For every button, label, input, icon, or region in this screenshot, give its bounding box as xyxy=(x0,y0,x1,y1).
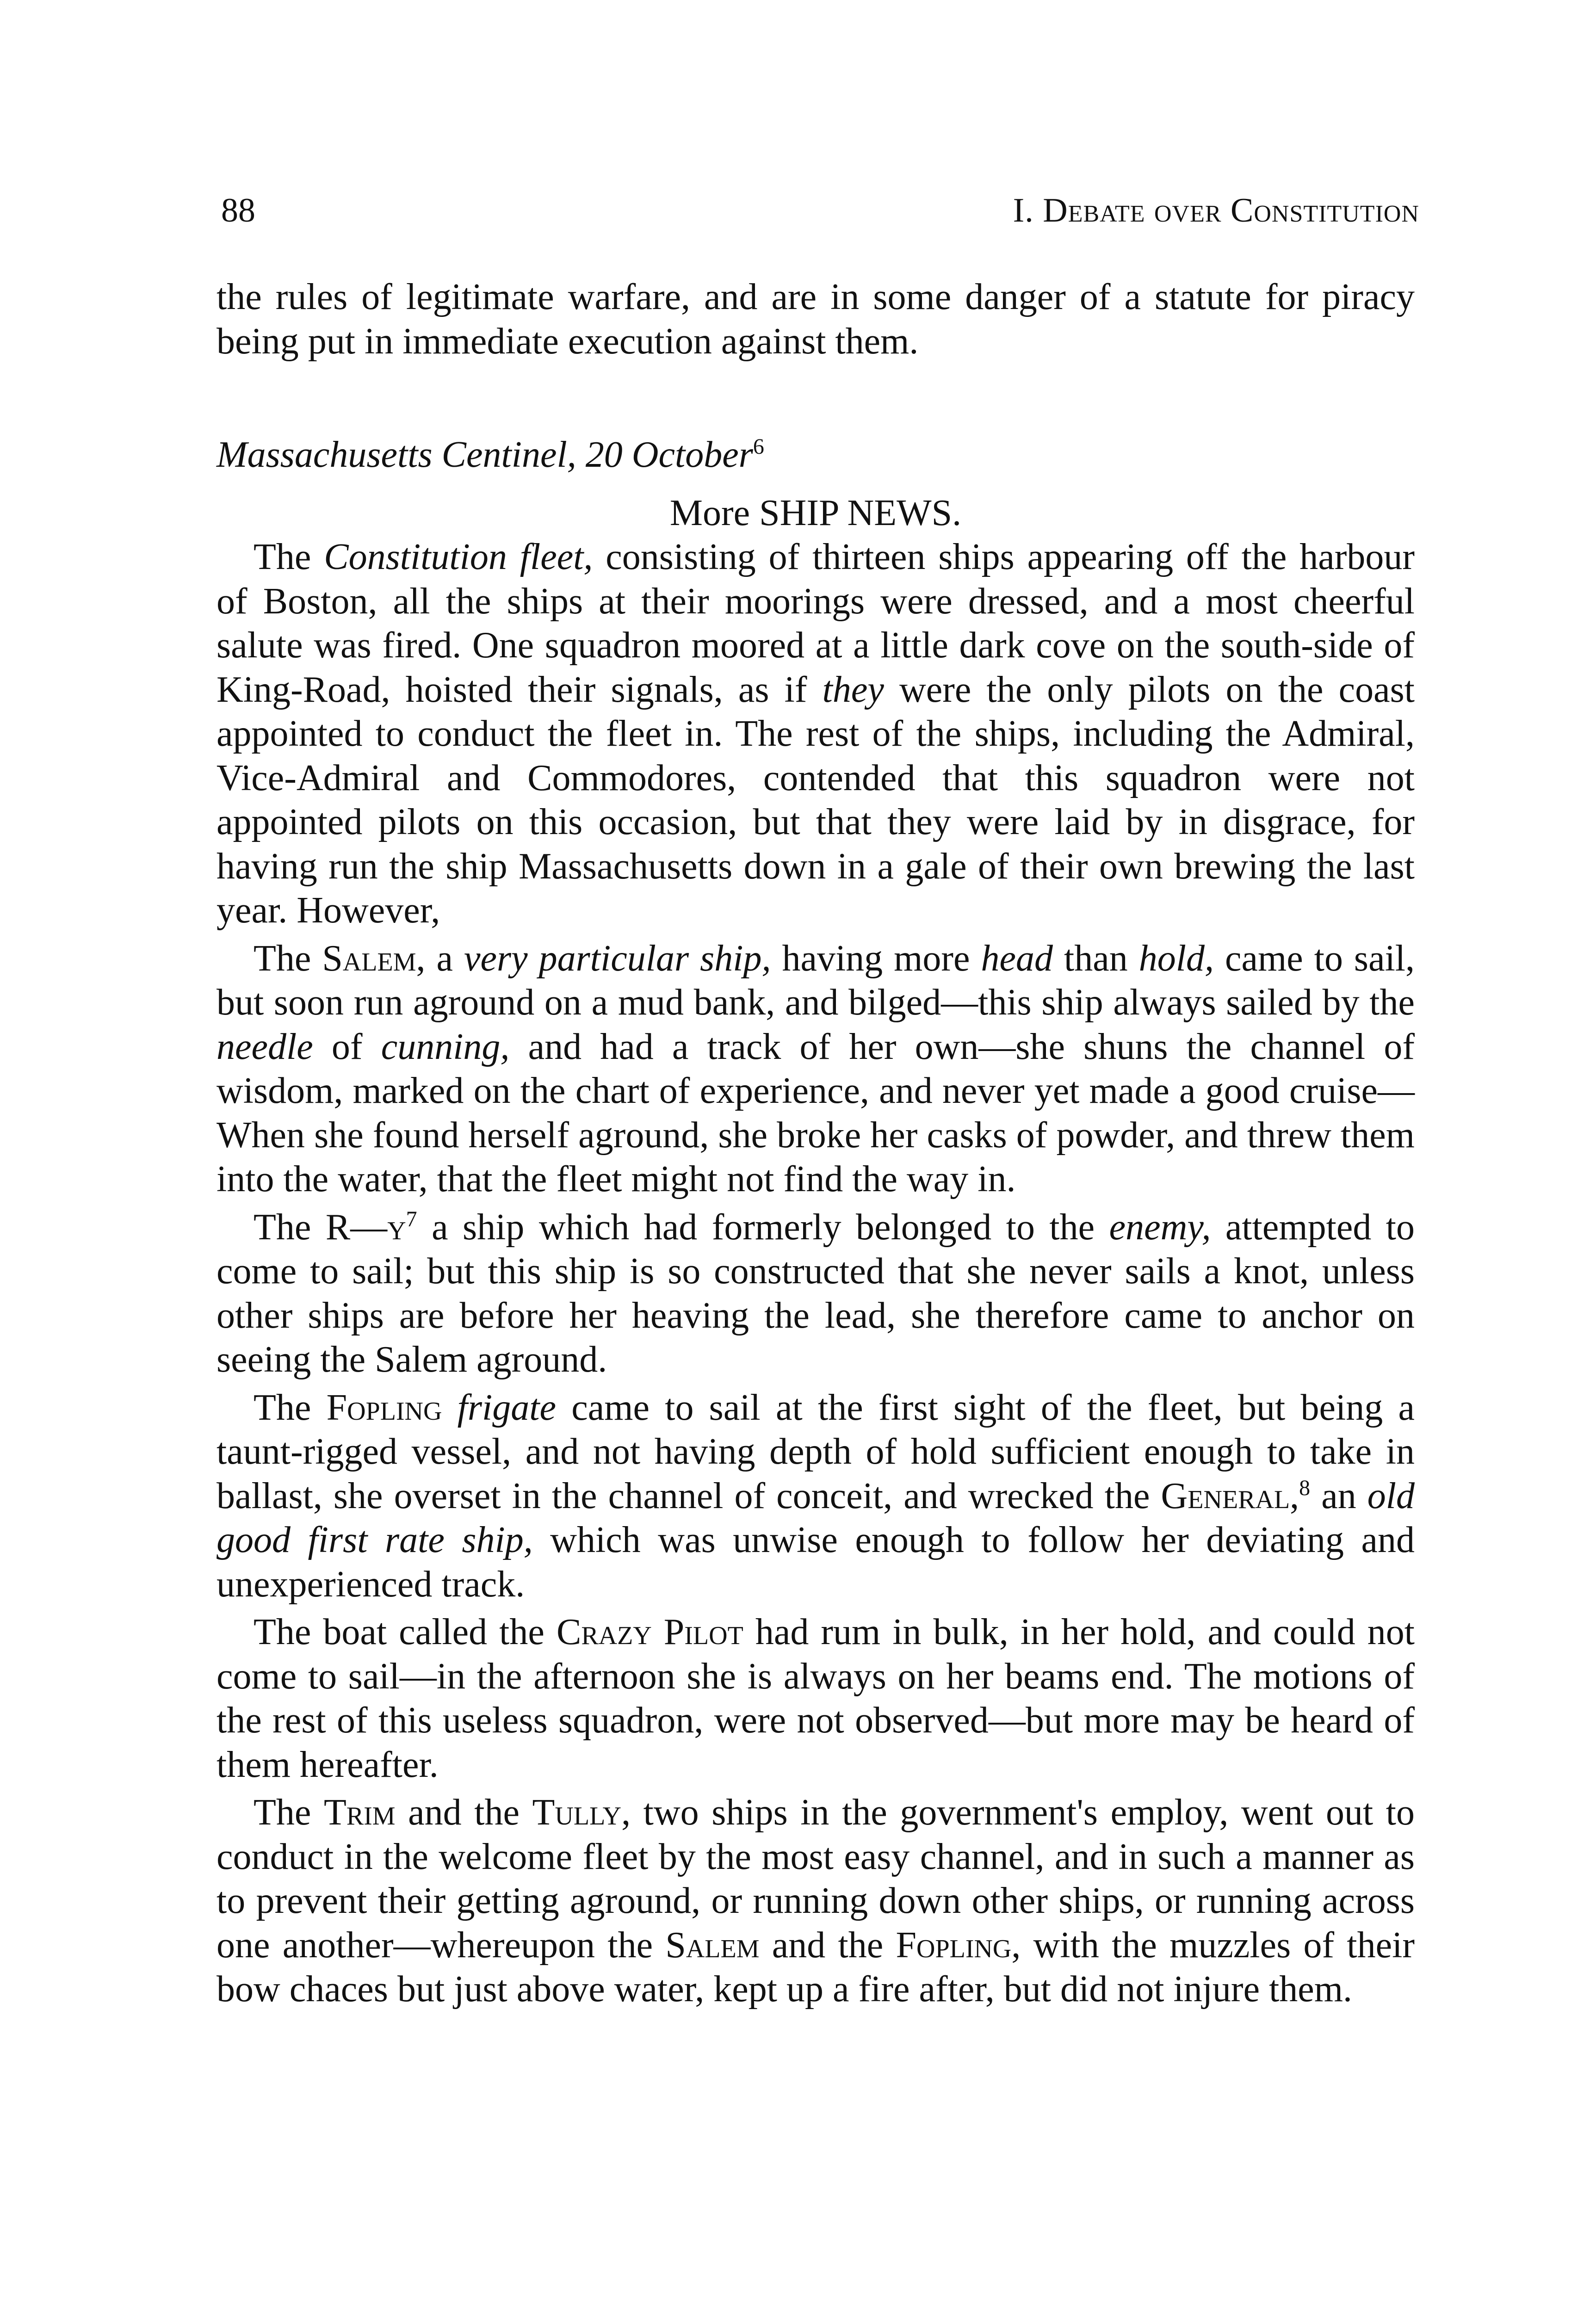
text-run: a ship which had formerly belonged to the xyxy=(417,1206,1109,1248)
page-number: 88 xyxy=(221,192,255,229)
ship-name: Salem xyxy=(665,1924,760,1966)
ship-name: Tully xyxy=(532,1792,622,1833)
italic-run: hold, xyxy=(1138,938,1214,979)
text-run xyxy=(442,1387,457,1428)
text-run: had rum in bulk, in her hold, and could not come to sail—in the afternoon she is always on her beams end. The motions of the rest of this useless squadron, were not observed—but more may be heard of them hereafter. xyxy=(217,1612,1415,1785)
text-run: The xyxy=(254,938,322,979)
paragraph-constitution-fleet xyxy=(217,535,1415,933)
body-text xyxy=(217,275,1415,2012)
source-line xyxy=(217,433,1415,477)
italic-run: cunning, xyxy=(381,1026,510,1067)
ship-name: Fopling xyxy=(326,1387,442,1428)
text-run: came to sail at the first sight of the fleet, but being a taunt-rigged vessel, and not having depth of hold sufficient enough to take in ballast, she overset in the channel of conceit, and wrecked the xyxy=(217,1387,1415,1516)
italic-run: frigate xyxy=(457,1387,556,1428)
continuation-paragraph: the rules of legitimate warfare, and are in some danger of a statute for piracy being put in immediate execution against them. xyxy=(217,277,1415,362)
paragraph-trim-tully xyxy=(217,1791,1415,2012)
italic-run: old good first rate ship, xyxy=(217,1475,1415,1560)
text-run: The xyxy=(254,1387,327,1428)
italic-run: needle xyxy=(217,1026,313,1067)
italic-run: Constitution fleet, xyxy=(324,537,593,577)
text-run: were the only pilots on the coast appointed to conduct the fleet in. The rest of the ships, including the Admiral, Vice-Admiral and Commodores, contended that this squadron were not appointed pilots on this occasion, but that they were laid by in disgrace, for having run the ship Massachusetts down in a gale of their own brewing the last year. However, xyxy=(217,669,1415,931)
section-title: I. Debate over Constitution xyxy=(1013,192,1419,229)
text-run: having more xyxy=(771,938,981,979)
ship-name: Salem xyxy=(322,938,416,979)
text-run: The R— xyxy=(254,1206,388,1248)
text-run: and the xyxy=(395,1792,532,1833)
italic-run: head xyxy=(981,938,1053,979)
italic-run: they xyxy=(822,669,884,710)
footnote-ref: 8 xyxy=(1299,1475,1311,1500)
footnote-ref: 6 xyxy=(753,434,764,459)
ship-name: Fopling xyxy=(896,1924,1012,1966)
ship-name: y xyxy=(387,1206,406,1248)
text-run: attempted to come to sail; but this ship is so constructed that she never sails a knot, unless other ships are before her heaving the lead, she therefore came to anchor on seeing the Salem aground. xyxy=(217,1206,1415,1380)
paragraph-salem xyxy=(217,937,1415,1202)
text-run: , with the muzzles of their bow chaces but just above water, kept up a fire after, but did not injure them. xyxy=(217,1924,1415,2010)
text-run: consisting of thirteen ships appearing off the harbour of Boston, all the ships at their moorings were dressed, and a most cheerful salute was fired. One squadron moored at a little dark cove on the south-side of King-Road, hoisted their signals, as if xyxy=(217,537,1415,710)
italic-run: enemy, xyxy=(1109,1206,1211,1248)
text-run: The xyxy=(254,537,324,577)
running-head xyxy=(221,185,1419,236)
paragraph-r-y xyxy=(217,1206,1415,1382)
text-run: The boat called the xyxy=(254,1612,557,1652)
text-run: and the xyxy=(759,1924,896,1966)
text-run: which was unwise enough to follow her deviating and unexperienced track. xyxy=(217,1520,1415,1605)
text-run: , a xyxy=(416,938,464,979)
ship-name: Trim xyxy=(323,1792,396,1833)
ship-name: General, xyxy=(1161,1475,1299,1516)
text-run: came to sail, but soon run aground on a mud bank, and bilged—this ship always sailed by the xyxy=(217,938,1415,1023)
italic-run: very particular ship, xyxy=(464,938,771,979)
paragraph-crazy-pilot xyxy=(217,1610,1415,1787)
news-headline: More SHIP NEWS. xyxy=(669,492,962,533)
text-run: than xyxy=(1053,938,1139,979)
source-name: Massachusetts Centinel, 20 October xyxy=(217,434,753,475)
paragraph-fopling xyxy=(217,1386,1415,1607)
footnote-ref: 7 xyxy=(406,1206,417,1231)
ship-name: Crazy Pilot xyxy=(556,1612,743,1652)
text-run: an xyxy=(1310,1475,1367,1516)
text-run: The xyxy=(254,1792,324,1833)
text-run: and had a track of her own—she shuns the channel of wisdom, marked on the chart of experience, and never yet made a good cruise—When she found herself aground, she broke her casks of powder, and threw them into the water, that the fleet might not find the way in. xyxy=(217,1026,1415,1200)
text-run: of xyxy=(313,1026,381,1067)
text-run: , two ships in the government's employ, went out to conduct in the welcome fleet by the most easy channel, and in such a manner as to prevent their getting aground, or running down other ships, or running across one another—whereupon the xyxy=(217,1792,1415,1966)
